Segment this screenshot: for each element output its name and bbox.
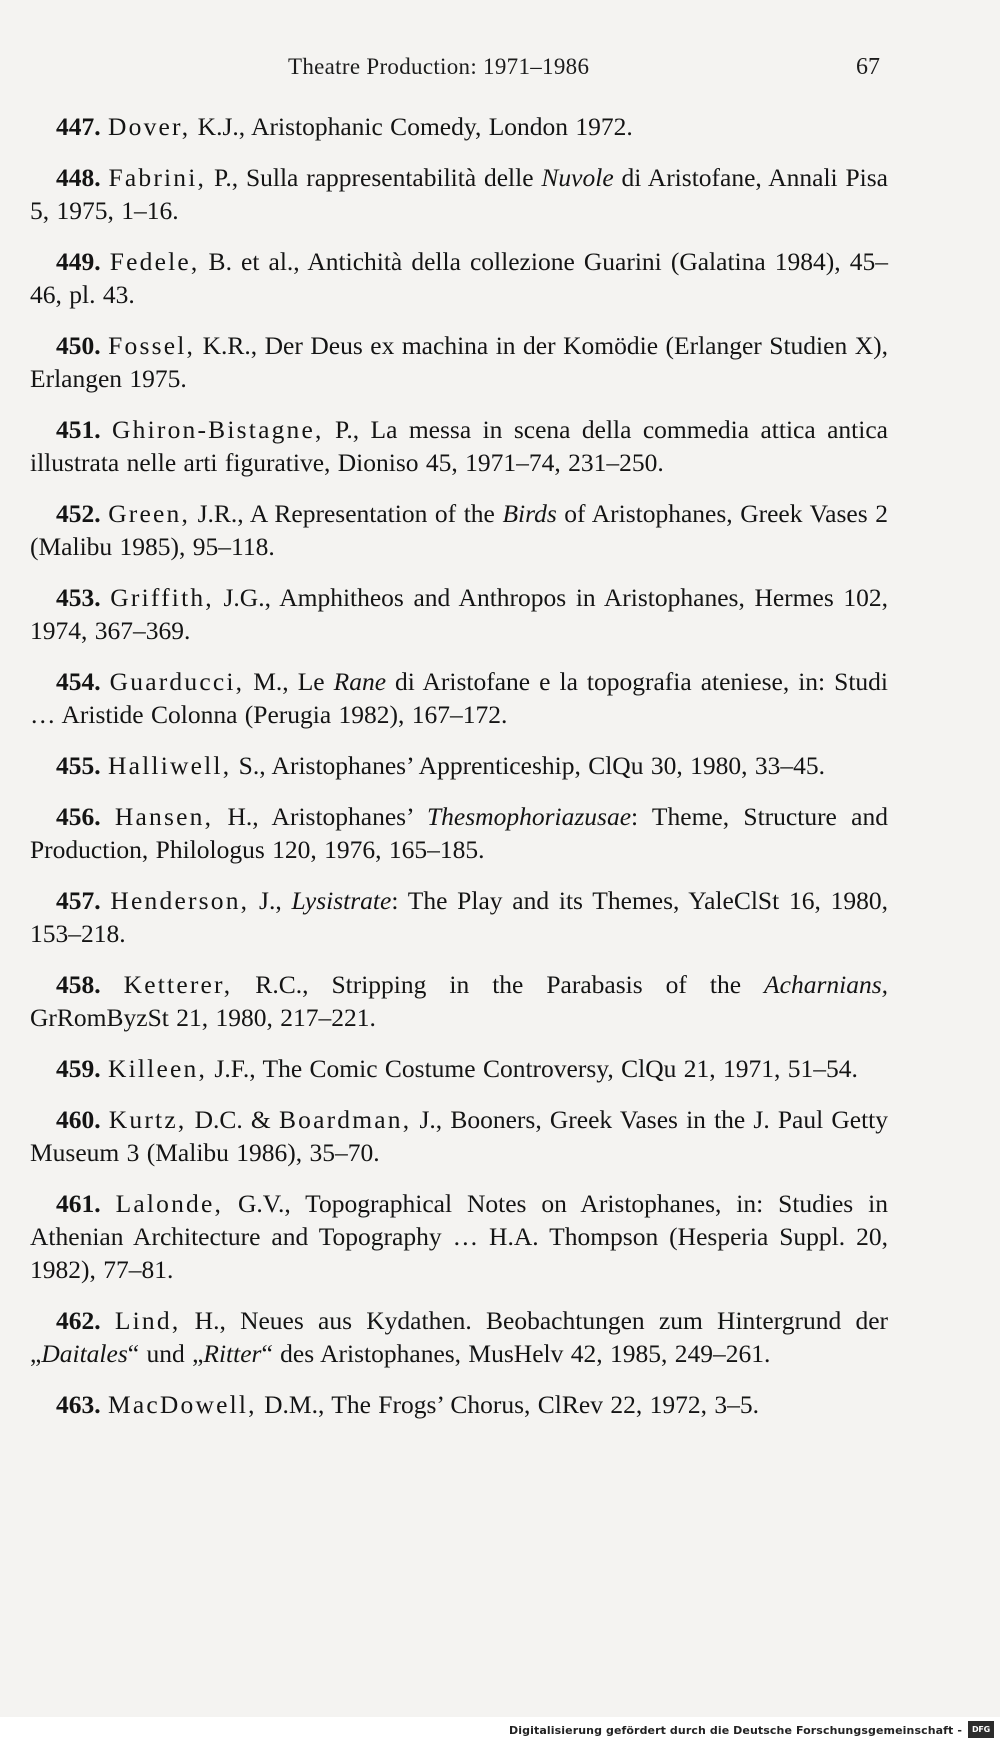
bibliography-entry <box>30 329 888 395</box>
italic-title: Ritter <box>203 1339 262 1368</box>
digitization-footer <box>0 1717 1000 1745</box>
entry-text: R.C., Stripping in the Parabasis of the <box>232 970 765 999</box>
entry-author: Green, <box>108 499 191 528</box>
entry-author: Ghiron-Bistagne, <box>112 415 324 444</box>
entry-author: Fedele, <box>109 247 200 276</box>
entry-number: 451. <box>56 415 101 444</box>
entry-text: B. et al., Antichità della collezione Guarini (Galatina 1984), 45–46, pl. 43. <box>30 247 888 309</box>
bibliography-entry <box>30 884 888 950</box>
entry-author: Lalonde, <box>115 1189 224 1218</box>
entry-text: H., Aristophanes’ <box>213 802 427 831</box>
entry-author: MacDowell, <box>108 1390 257 1419</box>
entry-number: 455. <box>56 751 101 780</box>
funding-credit: Digitalisierung gefördert durch die Deutsche Forschungsgemeinschaft - <box>509 1724 962 1737</box>
entry-number: 458. <box>56 970 101 999</box>
entry-number: 450. <box>56 331 101 360</box>
entry-text: H., Neues aus Kydathen. Beobachtungen zum Hintergrund der „ <box>30 1306 888 1368</box>
italic-title: Daitales <box>41 1339 128 1368</box>
entry-author: Fabrini, <box>108 163 207 192</box>
bibliography-entry <box>30 1103 888 1169</box>
entry-text: K.J., Aristophanic Comedy, London 1972. <box>190 112 633 141</box>
entry-text: di Aristofane e la topografia ateniese, in: Studi … Aristide Colonna (Perugia 1982), 167–172. <box>30 667 889 729</box>
bibliography-entry <box>30 1187 888 1286</box>
bibliography-entry <box>30 1388 888 1421</box>
entry-text: “ und „ <box>127 1339 204 1368</box>
entry-author: Dover, <box>108 112 191 141</box>
entry-number: 456. <box>56 802 101 831</box>
bibliography-entry <box>30 497 888 563</box>
bibliography-entry <box>30 800 888 866</box>
entry-number: 449. <box>56 247 101 276</box>
entry-number: 460. <box>56 1105 101 1134</box>
entry-author: Henderson, <box>110 886 250 915</box>
entry-text: : The Play and its Themes, YaleClSt 16, 1980, 153–218. <box>30 886 888 948</box>
entry-text: D.M., The Frogs’ Chorus, ClRev 22, 1972, 3–5. <box>256 1390 759 1419</box>
bibliography-entry <box>30 245 888 311</box>
entry-author: Fossel, <box>108 331 196 360</box>
bibliography-entry <box>30 968 888 1034</box>
entry-author: Ketterer, <box>123 970 233 999</box>
entry-number: 447. <box>56 112 101 141</box>
bibliography-entry <box>30 110 888 143</box>
entry-number: 453. <box>56 583 101 612</box>
italic-title: Birds <box>502 499 557 528</box>
entry-number: 461. <box>56 1189 101 1218</box>
bibliography-entry <box>30 413 888 479</box>
entry-author: Kurtz, <box>108 1105 187 1134</box>
bibliography-entry <box>30 581 888 647</box>
entry-text: GrRomByzSt 21, 1980, 217–221. <box>30 1003 376 1032</box>
entry-text: G.V., Topographical Notes on Aristophanes, in: Studies in Athenian Architecture and Topography … H.A. Thompson (Hesperia Suppl. 20, 1982), 77–81. <box>30 1189 888 1284</box>
entry-text: K.R., Der Deus ex machina in der Komödie (Erlanger Studien X), Erlangen 1975. <box>30 331 888 393</box>
entry-text: di Aristofane, Annali Pisa 5, 1975, 1–16. <box>30 163 888 225</box>
entry-number: 452. <box>56 499 101 528</box>
page-header <box>0 54 1000 90</box>
entry-number: 457. <box>56 886 101 915</box>
entry-text: J., <box>249 886 292 915</box>
entry-author: Lind, <box>114 1306 181 1335</box>
italic-title: Thesmophoriazusae <box>427 802 632 831</box>
entry-author: Guarducci, <box>109 667 245 696</box>
entry-text: : Theme, Structure and Production, Philologus 120, 1976, 165–185. <box>30 802 888 864</box>
running-title: Theatre Production: 1971–1986 <box>288 54 590 79</box>
entry-number: 448. <box>56 163 101 192</box>
italic-title: Nuvole <box>541 163 614 192</box>
entry-text: “ des Aristophanes, MusHelv 42, 1985, 249–261. <box>261 1339 771 1368</box>
entry-number: 454. <box>56 667 101 696</box>
entry-text: P., Sulla rappresentabilità delle <box>206 163 542 192</box>
bibliography-entry <box>30 665 888 731</box>
entry-text: J.F., The Comic Costume Controversy, ClQu 21, 1971, 51–54. <box>207 1054 858 1083</box>
dfg-logo: DFG <box>968 1721 994 1738</box>
italic-title: Acharnians, <box>764 970 888 999</box>
entry-text: D.C. & <box>186 1105 279 1134</box>
bibliography-entry <box>30 1304 888 1370</box>
entry-author: Griffith, <box>110 583 214 612</box>
entry-number: 462. <box>56 1306 101 1335</box>
entry-author: Halliwell, <box>108 751 232 780</box>
page-number: 67 <box>856 54 880 80</box>
entry-number: 459. <box>56 1054 101 1083</box>
italic-title: Rane <box>333 667 387 696</box>
entry-text: M., Le <box>244 667 334 696</box>
bibliography-list <box>30 110 888 1439</box>
entry-text: P., La messa in scena della commedia attica antica illustrata nelle arti figurative, Dioniso 45, 1971–74, 231–250. <box>30 415 888 477</box>
entry-author: Killeen, <box>108 1054 208 1083</box>
entry-coauthor: Boardman, <box>278 1105 412 1134</box>
entry-author: Hansen, <box>114 802 214 831</box>
entry-text: J.R., A Representation of the <box>190 499 503 528</box>
entry-text: S., Aristophanes’ Apprenticeship, ClQu 30, 1980, 33–45. <box>231 751 825 780</box>
entry-number: 463. <box>56 1390 101 1419</box>
bibliography-entry <box>30 161 888 227</box>
bibliography-entry <box>30 1052 888 1085</box>
italic-title: Lysistrate <box>291 886 392 915</box>
entry-text: J.G., Amphitheos and Anthropos in Aristophanes, Hermes 102, 1974, 367–369. <box>30 583 889 645</box>
entry-text: J., Booners, Greek Vases in the J. Paul Getty Museum 3 (Malibu 1986), 35–70. <box>30 1105 889 1167</box>
bibliography-entry <box>30 749 888 782</box>
entry-text: of Aristophanes, Greek Vases 2 (Malibu 1985), 95–118. <box>30 499 888 561</box>
